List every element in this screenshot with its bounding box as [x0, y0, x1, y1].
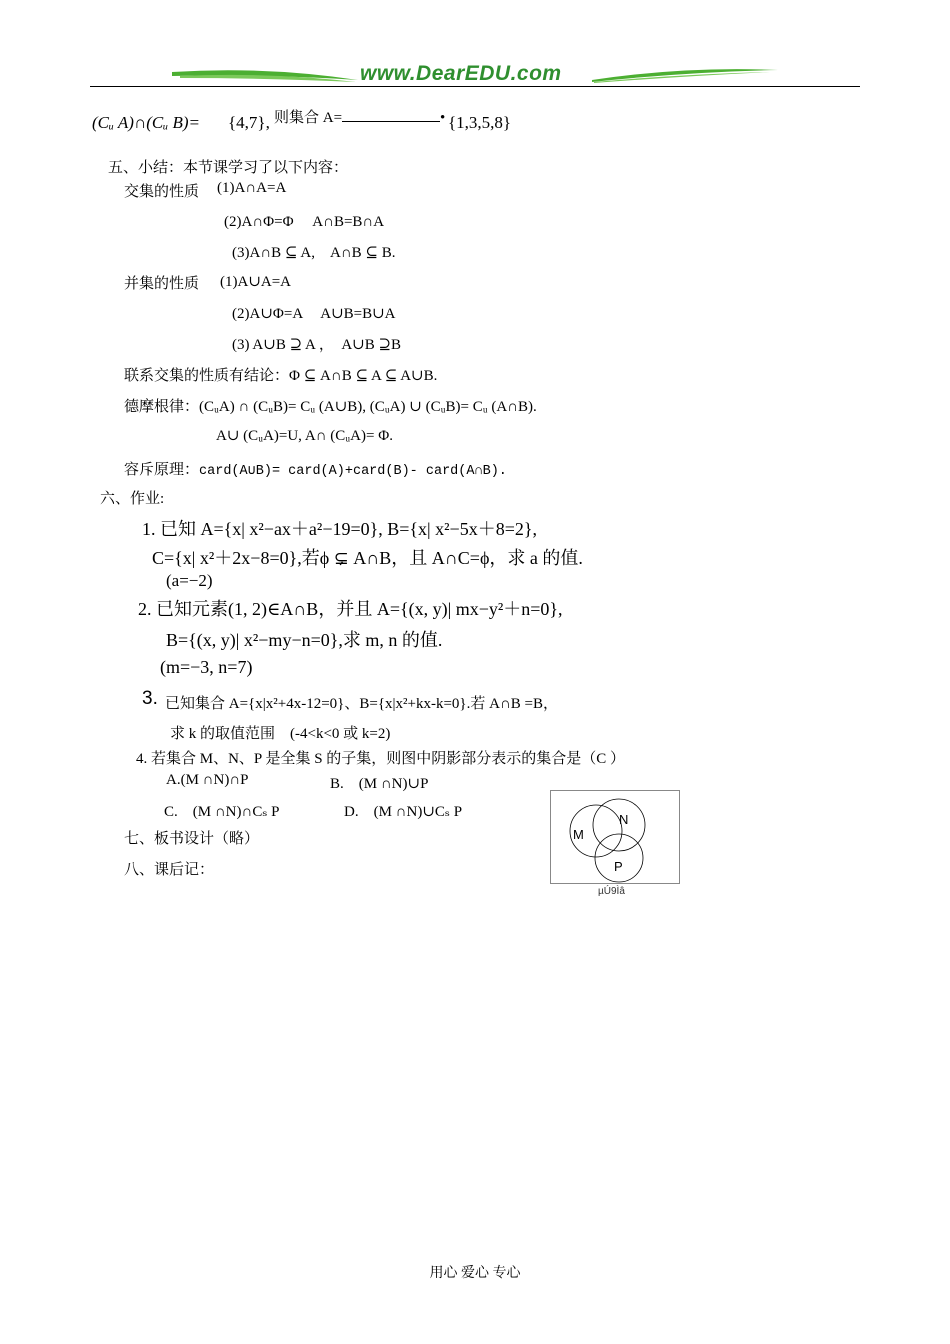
header-swoosh-left [170, 64, 360, 86]
header-logo: www.DearEDU.com [360, 62, 562, 85]
link-conclusion: 联系交集的性质有结论：Φ ⊆ A∩B ⊆ A ⊆ A∪B. [124, 368, 438, 384]
summary-heading: 五、小结：本节课学习了以下内容： [108, 160, 349, 176]
question-2-line-2: B={(x, y)| x²−my−n=0},求 m, n 的值. [166, 630, 443, 650]
demorgan-law-1: 德摩根律：(CᵤA) ∩ (CᵤB)= Cᵤ (A∪B), (CᵤA) ∪ (CᵤB)= Cᵤ (A∩B). [124, 399, 537, 415]
intro-label: 则集合 A= • [274, 110, 446, 126]
union-prop-2: (2)A∪Φ=A A∪B=B∪A [232, 306, 396, 322]
intersection-prop-2: (2)A∩Φ=Φ A∩B=B∩A [224, 214, 385, 230]
option-c: C. (M ∩N)∩Cₛ P [164, 804, 280, 820]
page-footer: 用心 爱心 专心 [429, 1266, 521, 1281]
option-a: A.(M ∩N)∩P [166, 772, 249, 788]
venn-circle-p [595, 834, 643, 882]
board-design-heading: 七、板书设计（略） [124, 831, 260, 847]
union-prop-3: (3) A∪B ⊇ A ， A∪B ⊇B [232, 337, 402, 353]
inclusion-exclusion: 容斥原理：card(A∪B)= card(A)+card(B)- card(A∩B). [124, 462, 507, 479]
after-class-notes-heading: 八、课后记： [124, 862, 215, 878]
option-d: D. (M ∩N)∪Cₛ P [344, 804, 463, 820]
question-1-line-1: 1. 已知 A={x| x²−ax＋a²−19=0}, B={x| x²−5x＋8=2}, [142, 519, 537, 539]
intro-set-47: {4,7}, [228, 113, 270, 132]
header-swoosh-right [590, 64, 780, 86]
question-2-answer: (m=−3, n=7) [160, 657, 253, 677]
question-4-line-1: 4. 若集合 M、N、P 是全集 S 的子集，则图中阴影部分表示的集合是（C ） [136, 751, 626, 767]
option-b: B. (M ∩N)∪P [330, 776, 429, 792]
venn-label-n: N [619, 812, 629, 827]
homework-heading: 六、作业: [100, 491, 165, 507]
venn-caption: µÚ9Ìâ [598, 886, 625, 897]
header-rule [90, 86, 860, 87]
intro-answer: {1,3,5,8} [448, 113, 512, 132]
intersection-label: 交集的性质 [124, 184, 200, 200]
question-1-line-2: C={x| x²＋2x−8=0},若ϕ ⊊ A∩B，且 A∩C=ϕ，求 a 的值. [152, 548, 583, 568]
question-2-line-1: 2. 已知元素(1, 2)∈A∩B，并且 A={(x, y)| mx−y²＋n=0}, [138, 599, 563, 619]
venn-label-p: P [614, 859, 623, 874]
intersection-prop-3: (3)A∩B ⊆ A, A∩B ⊆ B. [232, 245, 396, 261]
demorgan-law-2: A∪ (CᵤA)=U, A∩ (CᵤA)= Φ. [216, 428, 393, 444]
question-1-answer: (a=−2) [166, 571, 213, 590]
question-3-line-2: 求 k 的取值范围 (-4<k<0 或 k=2) [170, 726, 391, 742]
question-3-number: 3. [142, 688, 158, 709]
intersection-prop-1: (1)A∩A=A [217, 180, 287, 196]
question-3-line-1: 已知集合 A={x|x²+4x-12=0}、B={x|x²+kx-k=0}.若 A∩B =B， [165, 696, 559, 712]
union-prop-1: (1)A∪A=A [220, 274, 292, 290]
venn-label-m: M [573, 827, 584, 842]
union-label: 并集的性质 [124, 276, 200, 292]
intro-expression: (Cᵤ A)∩(Cᵤ B)= [92, 113, 200, 132]
venn-circles [551, 791, 679, 883]
venn-diagram [550, 790, 680, 884]
